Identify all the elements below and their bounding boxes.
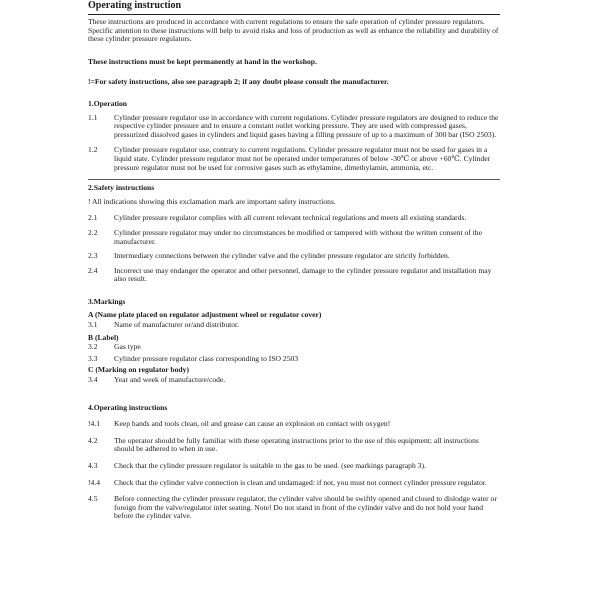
numbered-item: [88, 437, 500, 454]
numbered-item: [88, 267, 500, 284]
item-number: 3.2: [88, 342, 98, 352]
item-text: Cylinder pressure regulator class corresponding to ISO 2503: [114, 353, 299, 363]
numbered-item: [88, 343, 500, 352]
numbered-item: [88, 420, 500, 429]
item-number: 1.1: [88, 112, 98, 122]
item-number: 3.3: [88, 353, 98, 363]
section-4-items: [88, 420, 500, 521]
item-number: 4.5: [88, 494, 98, 504]
numbered-item: [88, 114, 500, 140]
item-number: 1.2: [88, 145, 98, 155]
item-text: Cylinder pressure regulator use, contrary to current regulations. Cylinder pressure regulator must not be used for gases in a liquid state. Cylinder pressure regulator must not be operated under temperatures of below -30℃ or above +60℃. Cylinder pressure regulator must not be used for corrosive gases such as ethylamine, dimethylamin, ammonia, etc.: [114, 145, 491, 172]
item-number: 4.2: [88, 435, 98, 445]
section-3-heading: 3.Markings: [88, 296, 126, 306]
item-number: 2.2: [88, 227, 98, 237]
keep-note: These instructions must be kept permanently at hand in the workshop.: [88, 56, 317, 66]
section-4-heading: 4.Operating instructions: [88, 402, 168, 412]
item-number: 3.1: [88, 320, 98, 330]
document-title: Operating instruction: [88, 0, 500, 15]
document-page: [88, 0, 500, 529]
item-text: Intermediary connections between the cylinder valve and the cylinder pressure regulator are strictly forbidden.: [114, 251, 450, 261]
item-number: !4.1: [88, 419, 101, 429]
item-text: Incorrect use may endanger the operator and other personnel, damage to the cylinder pressure regulator and installation may also result.: [114, 265, 492, 284]
item-text: Check that the cylinder valve connection is clean and undamaged: if not, you must not connect cylinder pressure regulator.: [114, 477, 487, 487]
marking-b-heading: B (Label): [88, 332, 119, 342]
marking-b-items: [88, 343, 500, 363]
safety-note: !=For safety instructions, also see paragraph 2; if any doubt please consult the manufacturer.: [88, 77, 389, 87]
numbered-item: [88, 376, 500, 385]
item-number: 3.4: [88, 375, 98, 385]
item-text: Check that the cylinder pressure regulator is suitable to the gas to be used. (see markings paragraph 3).: [114, 461, 426, 470]
section-1-items: [88, 114, 500, 173]
item-number: !4.4: [88, 477, 101, 487]
section-1-heading: 1.Operation: [88, 98, 128, 108]
numbered-item: [88, 479, 500, 488]
item-number: 4.3: [88, 461, 98, 470]
numbered-item: [88, 462, 500, 471]
item-number: 2.1: [88, 213, 98, 223]
item-text: Cylinder pressure regulator complies with all current relevant technical regulations and meets all existing standards.: [114, 213, 467, 223]
item-text: Before connecting the cylinder pressure regulator, the cylinder valve should be swiftly opened and closed to dislodge water or foreign from the valve/regulator inlet seating. Note! Do not stand in front of the cylinder valve and do not hold your hand before the cylinder valve.: [114, 494, 497, 521]
item-text: The operator should be fully familiar with these operating instructions prior to the use of this equipment; all instructions should be adhered to when in use.: [114, 435, 479, 454]
numbered-item: [88, 214, 500, 223]
marking-c-items: [88, 376, 500, 385]
numbered-item: [88, 252, 500, 261]
section-2-lead: ! All indications showing this exclamation mark are important safety instructions.: [88, 196, 336, 206]
numbered-item: [88, 355, 500, 364]
item-number: 2.3: [88, 251, 98, 261]
marking-c-heading: C (Marking on regulator body): [88, 365, 189, 375]
item-text: Keep hands and tools clean, oil and grease can cause an explosion on contact with oxygen!: [114, 419, 391, 429]
item-number: 2.4: [88, 265, 98, 275]
section-2-heading: 2.Safety instructions: [88, 183, 155, 193]
numbered-item: [88, 146, 500, 172]
item-text: Year and week of manufacture/code.: [114, 375, 226, 385]
numbered-item: [88, 495, 500, 521]
marking-a-items: [88, 321, 500, 330]
item-text: Gas type: [114, 342, 141, 352]
item-text: Name of manufacturer or/and distributor.: [114, 320, 240, 330]
numbered-item: [88, 229, 500, 246]
section-2-items: [88, 214, 500, 284]
item-text: Cylinder pressure regulator use in accordance with current regulations. Cylinder pressure regulators are designed to reduce the respective cylinder pressure and to ensure a constant outlet working pressure. They are used with compressed gases, pressurized dissolved gases in cylinders and liquid gases having a filling pressure of up to a maximum of 300 bar (ISO 2503).: [114, 112, 499, 139]
numbered-item: [88, 321, 500, 330]
marking-a-heading: A (Name plate placed on regulator adjustment wheel or regulator cover): [88, 310, 322, 320]
intro-paragraph: These instructions are produced in accordance with current regulations to ensure the safe operation of cylinder pressure regulators. Specific attention to these instructions will help to avoid risks and loss of production as well as enhance the reliability and durability of these cylinder pressure regulators.: [88, 17, 499, 44]
divider: [88, 179, 500, 180]
item-text: Cylinder pressure regulator may under no circumstances be modified or tampered with without the written consent of the manufacturer.: [114, 227, 482, 246]
